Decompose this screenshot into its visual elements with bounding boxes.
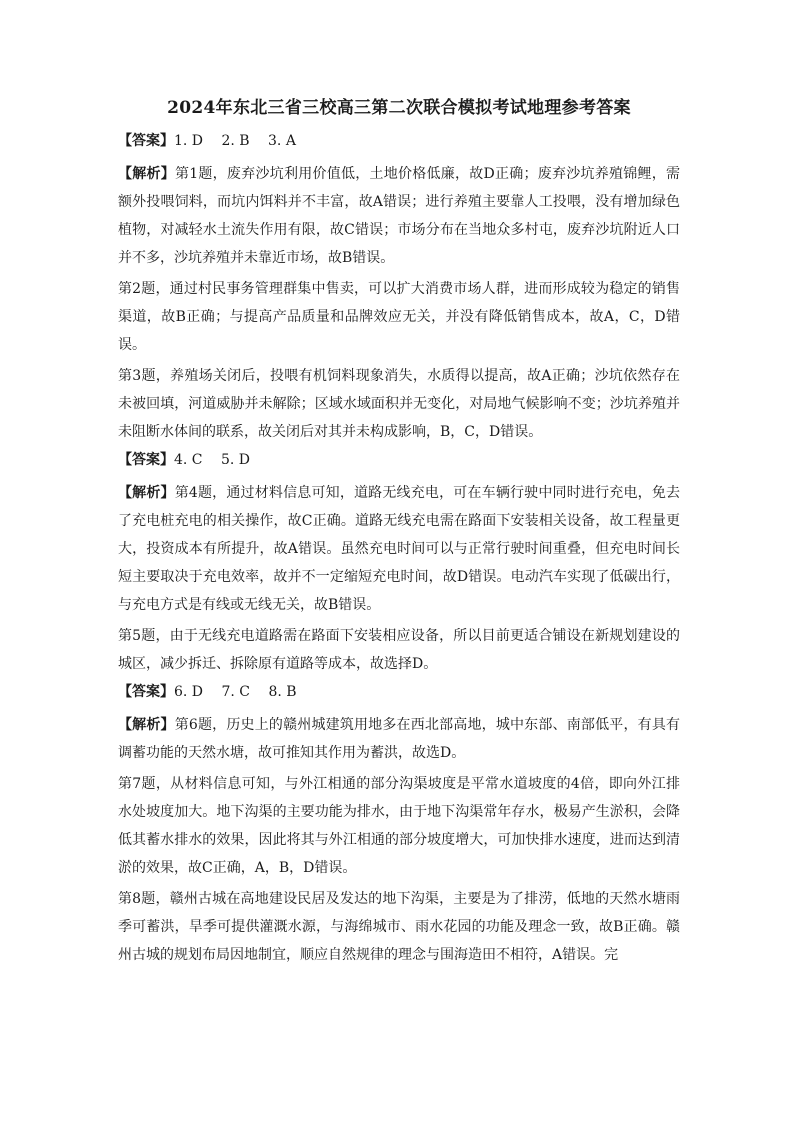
analysis-paragraph: 第3题，养殖场关闭后，投喂有机饲料现象消失，水质得以提高，故A正确；沙坑依然存在未被回填，河道威胁并未解除；区域水域面积并无变化，对局地气候影响不变；沙坑养殖并未阻断水体间的联系，故关闭后对其并未构成影响，B，C，D错误。 <box>118 368 680 440</box>
answer-text: 6. D 7. C 8. B <box>174 684 297 700</box>
paragraph-text: 第6题，历史上的赣州城建筑用地多在西北部高地，城中东部、南部低平，有具有调蓄功能的天然水塘，故可推知其作用为蓄洪，故选D。 <box>118 717 681 761</box>
answer-document <box>118 96 680 972</box>
analysis-paragraph: 第2题，通过村民事务管理群集中售卖，可以扩大消费市场人群，进而形成较为稳定的销售渠道，故B正确；与提高产品质量和品牌效应无关，并没有降低销售成本，故A，C，D错误。 <box>118 281 680 353</box>
paragraph-text: 第4题，通过材料信息可知，道路无线充电，可在车辆行驶中同时进行充电，免去了充电桩充电的相关操作，故C正确。道路无线充电需在路面下安装相关设备，故工程量更大，投资成本有所提升，故A错误。虽然充电时间可以与正常行驶时间重叠，但充电时间长短主要取决于充电效率，故并不一定缩短充电时间，故D错误。电动汽车实现了低碳出行，与充电方式是有线或无线无关，故B错误。 <box>118 485 681 613</box>
analysis-paragraph: 第5题，由于无线充电道路需在路面下安装相应设备，所以目前更适合铺设在新规划建设的城区，减少拆迁、拆除原有道路等成本，故选择D。 <box>118 628 680 672</box>
answer-text: 4. C 5. D <box>174 452 251 468</box>
analysis-tag: 【解析】 <box>118 166 176 182</box>
section-3 <box>118 681 680 969</box>
answer-line <box>118 681 680 703</box>
paragraph-text: 第1题，废弃沙坑利用价值低，土地价格低廉，故D正确；废弃沙坑养殖锦鲤，需额外投喂饲料，而坑内饵料并不丰富，故A错误；进行养殖主要靠人工投喂，没有增加绿色植物，对减轻水土流失作用有限，故C错误；市场分布在当地众多村屯，废弃沙坑附近人口并不多，沙坑养殖并未靠近市场，故B错误。 <box>118 166 680 266</box>
analysis-paragraph: 第8题，赣州古城在高地建设民居及发达的地下沟渠，主要是为了排涝，低地的天然水塘雨季可蓄洪，旱季可提供灌溉水源，与海绵城市、雨水花园的功能及理念一致，故B正确。赣州古城的规划布局因地制宜，顺应自然规律的理念与围海造田不相符，A错误。完 <box>118 891 680 963</box>
analysis-paragraph <box>118 160 680 272</box>
answer-text: 1. D 2. B 3. A <box>174 133 296 149</box>
analysis-paragraph <box>118 711 680 767</box>
answer-tag: 【答案】 <box>118 684 174 700</box>
answer-tag: 【答案】 <box>118 133 174 149</box>
document-title: 2024年东北三省三校高三第二次联合模拟考试地理参考答案 <box>167 98 631 118</box>
analysis-paragraph <box>118 479 680 619</box>
section-1 <box>118 130 680 446</box>
analysis-tag: 【解析】 <box>118 485 175 501</box>
analysis-paragraph: 第7题，从材料信息可知，与外江相通的部分沟渠坡度是平常水道坡度的4倍，即向外江排水处坡度加大。地下沟渠的主要功能为排水，由于地下沟渠常年存水，极易产生淤积，会降低其蓄水排水的效果，因此将其与外江相通的部分坡度增大，可加快排水速度，进而达到清淤的效果，故C正确，A，B，D错误。 <box>118 776 680 876</box>
analysis-tag: 【解析】 <box>118 717 175 733</box>
answer-line <box>118 130 680 152</box>
answer-tag: 【答案】 <box>118 452 174 468</box>
section-2 <box>118 449 680 678</box>
answer-line <box>118 449 680 471</box>
